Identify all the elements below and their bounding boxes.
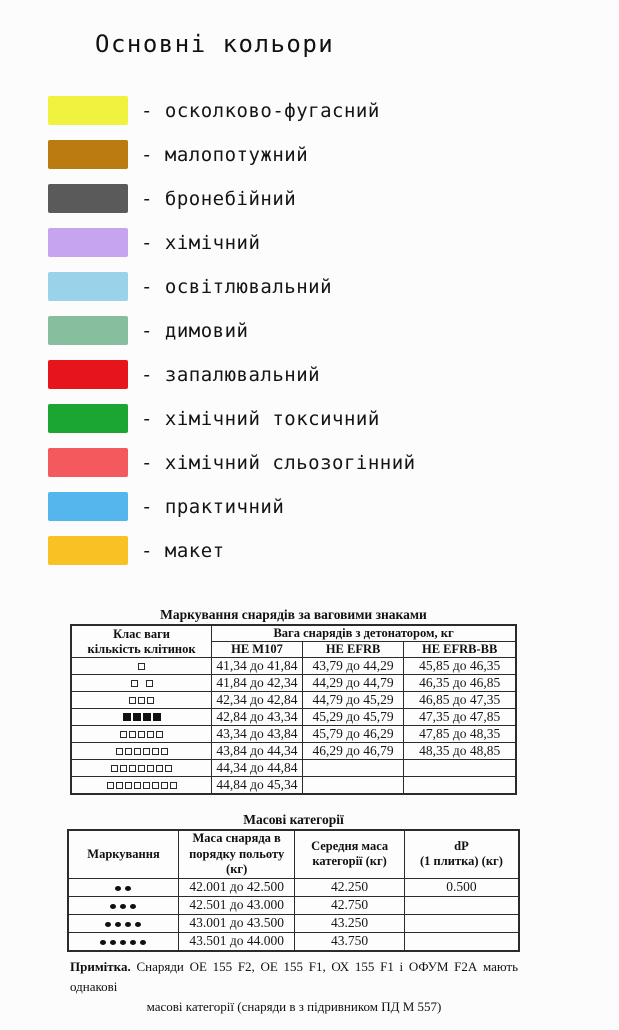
open-square-icon [170, 782, 177, 789]
open-square-icon [161, 748, 168, 755]
open-square-icon [116, 748, 123, 755]
mass-table-row [68, 932, 519, 951]
dot-icon [120, 904, 126, 909]
header-line: Маса снаряда в [192, 831, 281, 845]
color-swatch [48, 140, 128, 169]
color-swatch [48, 448, 128, 477]
open-square-icon [129, 765, 136, 772]
open-square-icon [120, 765, 127, 772]
weight-value-cell: 44,29 до 44,79 [302, 675, 403, 692]
weight-value-cell: 45,29 до 45,79 [302, 709, 403, 726]
weight-mark-cell [71, 692, 212, 709]
header-line: (1 плитка) (кг) [420, 854, 503, 869]
open-square-icon [156, 731, 163, 738]
open-square-icon [147, 731, 154, 738]
mass-mark-cell [68, 932, 178, 951]
open-square-icon [138, 765, 145, 772]
weight-mark [123, 713, 161, 721]
mass-col-header [404, 830, 519, 878]
dot-icon [110, 940, 116, 945]
weight-value-cell: 44,79 до 45,29 [302, 692, 403, 709]
mass-header-row [68, 830, 519, 878]
legend-label: - димовий [141, 319, 249, 342]
open-square-icon [125, 782, 132, 789]
legend-label: - бронебійний [141, 187, 297, 210]
dot-icon [115, 922, 121, 927]
weight-value-cell: 41,34 до 41,84 [212, 658, 303, 675]
color-swatch [48, 360, 128, 389]
note-text: Снаряди ОЕ 155 F2, ОЕ 155 F1, ОХ 155 F1 і ОФУМ F2А мають однакові [70, 958, 518, 995]
dot-icon [130, 940, 136, 945]
weight-class-header [71, 625, 212, 658]
weight-value-cell: 46,85 до 47,35 [404, 692, 516, 709]
open-square-icon [131, 680, 138, 687]
open-square-icon [138, 663, 145, 670]
legend-label: - практичний [141, 495, 285, 518]
note-line-2: масові категорії (снаряди в з підривником ПД М 557) [146, 999, 442, 1015]
legend-label: - хімічний токсичний [141, 407, 380, 430]
header-line: (кг) [226, 862, 248, 877]
mass-value-cell: 43.501 до 44.000 [178, 932, 294, 951]
weight-value-cell: 43,84 до 44,34 [212, 743, 303, 760]
legend-label: - малопотужний [141, 143, 309, 166]
mass-table-row [68, 914, 519, 932]
weight-value-cell [302, 760, 403, 777]
header-line: категорії (кг) [312, 854, 387, 869]
mass-table-row [68, 896, 519, 914]
legend-item [48, 360, 619, 389]
open-square-icon [129, 731, 136, 738]
open-square-icon [156, 765, 163, 772]
weight-mark-cell [71, 726, 212, 743]
legend-item [48, 96, 619, 125]
header-line: Середня маса [311, 838, 389, 853]
mass-table-row [68, 878, 519, 896]
color-swatch [48, 272, 128, 301]
mass-mark-cell [68, 914, 178, 932]
weight-table-row [71, 726, 516, 743]
note-label: Примітка. [70, 958, 131, 974]
weight-col-header: HE M107 [212, 642, 303, 658]
mass-value-cell [404, 932, 519, 951]
mass-value-cell: 43.250 [295, 914, 405, 932]
weight-value-cell: 42,84 до 43,34 [212, 709, 303, 726]
weight-value-cell [404, 777, 516, 795]
open-square-icon [134, 748, 141, 755]
weight-value-cell: 45,79 до 46,29 [302, 726, 403, 743]
dot-icon [125, 886, 131, 891]
weight-value-cell: 46,35 до 46,85 [404, 675, 516, 692]
dot-icon [140, 940, 146, 945]
weight-value-cell: 44,84 до 45,34 [212, 777, 303, 795]
open-square-icon [129, 697, 136, 704]
weight-value-cell: 48,35 до 48,85 [404, 743, 516, 760]
open-square-icon [125, 748, 132, 755]
weight-table-row [71, 777, 516, 795]
mass-mark [100, 940, 146, 945]
weight-mark [138, 663, 145, 670]
weight-mark-cell [71, 658, 212, 675]
weight-table-row [71, 709, 516, 726]
mass-value-cell [404, 896, 519, 914]
filled-square-icon [153, 713, 161, 721]
legend-label: - макет [141, 539, 225, 562]
weight-col-header: HE EFRB [302, 642, 403, 658]
open-square-icon [120, 731, 127, 738]
weight-mark-cell [71, 675, 212, 692]
weight-value-cell: 43,34 до 43,84 [212, 726, 303, 743]
weight-header-row-1 [71, 625, 516, 642]
color-swatch [48, 404, 128, 433]
header-line: кількість клітинок [87, 641, 196, 656]
mass-table-section [67, 812, 520, 952]
weight-table-row [71, 743, 516, 760]
weight-value-cell: 46,29 до 46,79 [302, 743, 403, 760]
open-square-icon [147, 697, 154, 704]
legend-item [48, 448, 619, 477]
legend-item [48, 404, 619, 433]
dot-icon [115, 886, 121, 891]
mass-table [67, 829, 520, 952]
mass-value-cell: 42.001 до 42.500 [178, 878, 294, 896]
mass-table-head [68, 830, 519, 878]
legend-label: - осколково-фугасний [141, 99, 380, 122]
mass-mark-cell [68, 878, 178, 896]
open-square-icon [134, 782, 141, 789]
weight-table-section [70, 607, 517, 795]
mass-mark [105, 922, 141, 927]
mass-mark [110, 904, 136, 909]
weight-value-cell: 47,35 до 47,85 [404, 709, 516, 726]
filled-square-icon [143, 713, 151, 721]
legend-label: - освітлювальний [141, 275, 333, 298]
weight-col-header: HE EFRB-BB [404, 642, 516, 658]
weight-value-cell: 45,85 до 46,35 [404, 658, 516, 675]
open-square-icon [147, 765, 154, 772]
legend-label: - запалювальний [141, 363, 321, 386]
header-line: порядку польоту [189, 846, 285, 861]
weight-table-row [71, 692, 516, 709]
weight-mark-cell [71, 777, 212, 795]
weight-mark-cell [71, 760, 212, 777]
mass-value-cell: 42.750 [295, 896, 405, 914]
weight-table-row [71, 658, 516, 675]
mass-mark [115, 886, 131, 891]
legend-item [48, 184, 619, 213]
open-square-icon [152, 748, 159, 755]
weight-table [70, 624, 517, 795]
dot-icon [125, 922, 131, 927]
open-square-icon [143, 782, 150, 789]
weight-mark-cell [71, 709, 212, 726]
header-line: Клас ваги [113, 627, 170, 642]
legend-item [48, 140, 619, 169]
weight-mark [131, 680, 153, 687]
open-square-icon [116, 782, 123, 789]
weight-mark [107, 782, 177, 789]
header-line: dP [454, 838, 469, 853]
weight-table-row [71, 760, 516, 777]
filled-square-icon [123, 713, 131, 721]
open-square-icon [111, 765, 118, 772]
legend-item [48, 536, 619, 565]
weight-table-title: Маркування снарядів за ваговими знаками [160, 607, 427, 622]
color-swatch [48, 184, 128, 213]
mass-mark-cell [68, 896, 178, 914]
weight-value-cell [404, 760, 516, 777]
note-line-1 [70, 957, 518, 997]
mass-col-header [178, 830, 294, 878]
weight-table-row [71, 675, 516, 692]
legend-item [48, 492, 619, 521]
legend-label: - хімічний сльозогінний [141, 451, 416, 474]
header-line: Маркування [87, 846, 160, 861]
open-square-icon [143, 748, 150, 755]
open-square-icon [152, 782, 159, 789]
color-swatch [48, 492, 128, 521]
legend-label: - хімічний [141, 231, 261, 254]
weight-group-header: Вага снарядів з детонатором, кг [212, 625, 516, 642]
mass-value-cell: 43.001 до 43.500 [178, 914, 294, 932]
open-square-icon [138, 697, 145, 704]
weight-value-cell: 42,34 до 42,84 [212, 692, 303, 709]
filled-square-icon [133, 713, 141, 721]
dot-icon [100, 940, 106, 945]
dot-icon [110, 904, 116, 909]
color-legend [48, 96, 619, 565]
weight-mark-cell [71, 743, 212, 760]
dot-icon [135, 922, 141, 927]
dot-icon [130, 904, 136, 909]
note [70, 957, 518, 1017]
weight-value-cell [302, 777, 403, 795]
weight-value-cell: 44,34 до 44,84 [212, 760, 303, 777]
mass-table-body [68, 878, 519, 951]
color-swatch [48, 316, 128, 345]
color-swatch [48, 536, 128, 565]
color-swatch [48, 228, 128, 257]
mass-col-header [295, 830, 405, 878]
mass-value-cell: 42.250 [295, 878, 405, 896]
weight-value-cell: 41,84 до 42,34 [212, 675, 303, 692]
open-square-icon [165, 765, 172, 772]
legend-item [48, 272, 619, 301]
open-square-icon [161, 782, 168, 789]
dot-icon [120, 940, 126, 945]
weight-table-body [71, 658, 516, 795]
open-square-icon [146, 680, 153, 687]
weight-value-cell: 43,79 до 44,29 [302, 658, 403, 675]
legend-item [48, 316, 619, 345]
weight-mark [129, 697, 154, 704]
mass-value-cell: 0.500 [404, 878, 519, 896]
open-square-icon [107, 782, 114, 789]
weight-table-head [71, 625, 516, 658]
document-page [0, 30, 619, 1017]
mass-value-cell [404, 914, 519, 932]
mass-value-cell: 42.501 до 43.000 [178, 896, 294, 914]
weight-mark [120, 731, 163, 738]
mass-col-header [68, 830, 178, 878]
legend-item [48, 228, 619, 257]
color-swatch [48, 96, 128, 125]
open-square-icon [138, 731, 145, 738]
weight-mark [116, 748, 168, 755]
mass-value-cell: 43.750 [295, 932, 405, 951]
mass-table-title: Масові категорії [243, 812, 344, 827]
weight-mark [111, 765, 172, 772]
weight-value-cell: 47,85 до 48,35 [404, 726, 516, 743]
dot-icon [105, 922, 111, 927]
page-title: Основні кольори [95, 30, 335, 58]
